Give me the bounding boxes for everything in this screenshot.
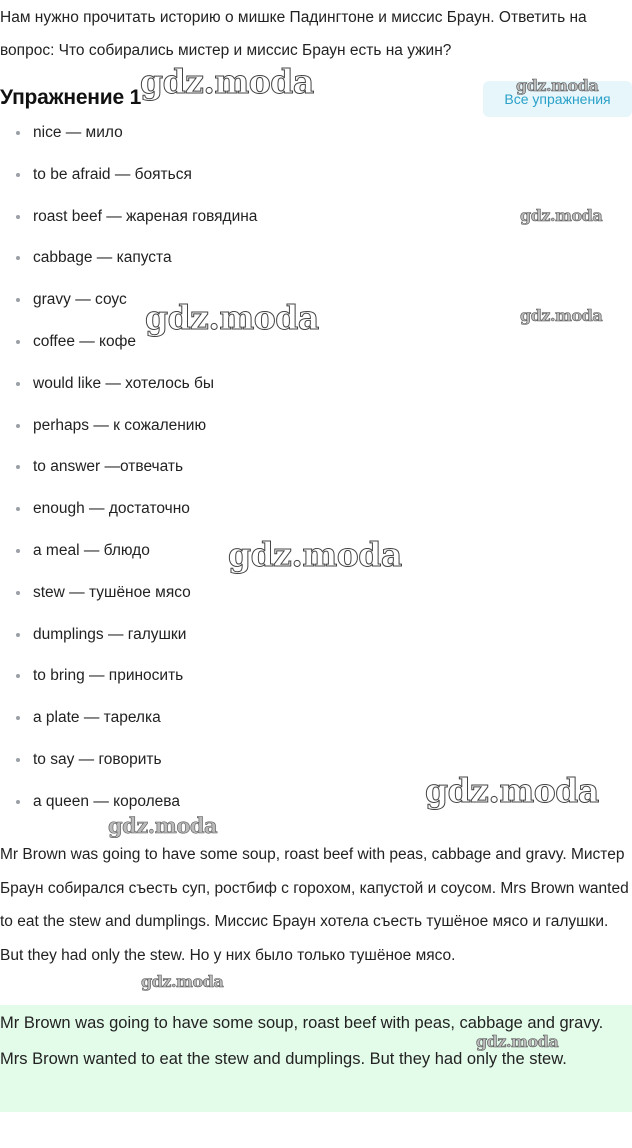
vocab-item: a plate — тарелка: [0, 697, 632, 739]
watermark: gdz.moda: [145, 298, 319, 337]
vocab-item: dumplings — галушки: [0, 614, 632, 656]
vocab-item: roast beef — жареная говядина: [0, 196, 632, 238]
vocab-item: to be afraid — бояться: [0, 154, 632, 196]
story-text: Mr Brown was going to have some soup, roast beef with peas, cabbage and gravy. Мистер Браун собирался съесть суп, ростбиф с горохом, капустой и соусом. Mrs Brown wanted to eat the stew and dumplings. Миссис Браун хотела съесть тушёное мясо и галушки. But they had only the stew. Но у них было только тушёное мясо.: [0, 846, 629, 964]
watermark: gdz.moda: [108, 813, 218, 838]
watermark: gdz.moda: [425, 771, 599, 810]
watermark: gdz.moda: [140, 62, 314, 101]
vocab-item: coffee — кофе: [0, 321, 632, 363]
exercise-heading: Упражнение 1: [0, 86, 142, 109]
vocab-item: to answer —отвечать: [0, 446, 632, 488]
vocab-item: would like — хотелось бы: [0, 363, 632, 405]
watermark: gdz.moda: [476, 1032, 559, 1051]
vocab-item: gravy — соус: [0, 279, 632, 321]
watermark: gdz.moda: [228, 535, 402, 574]
vocabulary-section: [0, 123, 632, 828]
answer-box: Mr Brown was going to have some soup, roast beef with peas, cabbage and gravy. Mrs Brown wanted to eat the stew and dumplings. But they had only the stew.: [0, 1005, 632, 1112]
vocab-item: enough — достаточно: [0, 488, 632, 530]
vocab-item: to say — говорить: [0, 739, 632, 781]
vocabulary-list: [0, 123, 632, 823]
vocab-item: a queen — королева: [0, 781, 632, 823]
watermark: gdz.moda: [520, 206, 603, 225]
vocab-item: cabbage — капуста: [0, 237, 632, 279]
watermark: gdz.moda: [516, 76, 599, 95]
vocab-item: a meal — блюдо: [0, 530, 632, 572]
vocab-item: to bring — приносить: [0, 655, 632, 697]
vocab-item: stew — тушёное мясо: [0, 572, 632, 614]
watermark: gdz.moda: [520, 306, 603, 325]
vocab-item: nice — мило: [0, 123, 632, 154]
intro-text: Нам нужно прочитать историю о мишке Падингтоне и миссис Браун. Ответить на вопрос: Что собирались мистер и миссис Браун есть на ужин?: [0, 9, 587, 59]
watermark: gdz.moda: [141, 972, 224, 991]
all-exercises-button[interactable]: Все упражнения: [483, 81, 632, 117]
vocab-item: perhaps — к сожалению: [0, 405, 632, 447]
